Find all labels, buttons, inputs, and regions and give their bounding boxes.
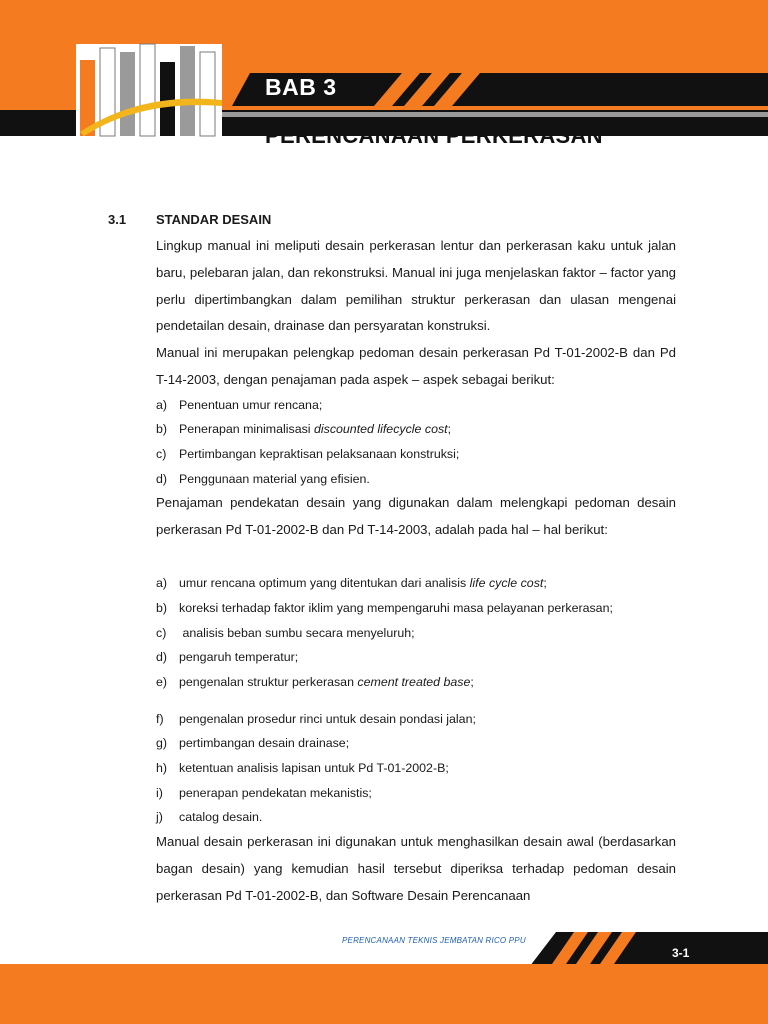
list-item-label: d): [156, 472, 168, 486]
list-item-text-main: umur rencana optimum yang ditentukan dari analisis: [179, 576, 470, 590]
list-item-text-main: pengenalan prosedur rinci untuk desain pondasi jalan;: [179, 712, 476, 726]
list-item-label: d): [156, 650, 168, 664]
list-item-text-main: catalog desain.: [179, 810, 263, 824]
list-item-text-main: Penggunaan material yang efisien.: [179, 472, 370, 486]
list-item-label: a): [156, 398, 168, 412]
list-item-text: [179, 648, 298, 666]
gray-divider: [220, 112, 768, 117]
list-item-label: a): [156, 576, 168, 590]
page-number: 3-1: [672, 946, 690, 960]
list-item-text-italic: cement treated base: [357, 675, 471, 689]
paragraph-usage: Manual desain perkerasan ini digunakan untuk menghasilkan desain awal (berdasarkan bagan desain) yang kemudian hasil tersebut diperiksa terhadap pedoman desain perkerasan Pd T-01-2002-B, dan Software Desain Perencanaan: [156, 834, 676, 903]
section-number: 3.1: [108, 212, 127, 227]
paragraph-supplement: Manual ini merupakan pelengkap pedoman desain perkerasan Pd T-01-2002-B dan Pd T-14-2003, dengan penajaman pada aspek – aspek sebagai berikut:: [156, 345, 676, 387]
list-item-text: [179, 734, 349, 752]
list-item-text: [179, 710, 476, 728]
list-item-text-italic: life cycle cost: [469, 576, 544, 590]
list-item-text-tail: ;: [470, 675, 474, 689]
list-item-label: f): [156, 712, 164, 726]
list-item-text-main: pengenalan struktur perkerasan: [179, 675, 358, 689]
list-item-text-main: pertimbangan desain drainase;: [179, 736, 350, 750]
footer-orange-band: [0, 964, 768, 1024]
list-item-label: j): [156, 810, 163, 824]
list-item-label: c): [156, 626, 167, 640]
list-item-text: [179, 808, 262, 826]
list-item-text-main: penerapan pendekatan mekanistis;: [179, 786, 372, 800]
list-item-text-main: koreksi terhadap faktor iklim yang mempengaruhi masa pelayanan perkerasan;: [179, 601, 613, 615]
list-item-label: b): [156, 601, 168, 615]
paragraph-approach: Penajaman pendekatan desain yang digunakan dalam melengkapi pedoman desain perkerasan Pd T-01-2002-B dan Pd T-14-2003, adalah pada hal – hal berikut:: [156, 495, 676, 537]
list-item-text: [179, 574, 547, 592]
list-item-label: e): [156, 675, 168, 689]
list-item-text: [179, 445, 459, 463]
chapter-title: PERENCANAAN PERKERASAN: [265, 123, 603, 148]
list-item-text: [179, 624, 415, 642]
paragraph-scope: Lingkup manual ini meliputi desain perkerasan lentur dan perkerasan kaku untuk jalan baru, pelebaran jalan, dan rekonstruksi. Manual ini juga menjelaskan faktor – factor yang perlu dipertimbangkan dalam pemilihan struktur perkerasan dan ulasan mengenai pendetailan desain, drainase dan persyaratan konstruksi.: [156, 238, 676, 334]
list-item-text-main: pengaruh temperatur;: [179, 650, 299, 664]
list-item-text-main: Penerapan minimalisasi: [179, 422, 314, 436]
list-item-text-main: analisis beban sumbu secara menyeluruh;: [179, 626, 415, 640]
list-item-text: [179, 784, 372, 802]
list-item-text-tail: ;: [447, 422, 452, 436]
list-item-text: [179, 396, 322, 414]
footer-running-title: PERENCANAAN TEKNIS JEMBATAN RICO PPU: [342, 936, 526, 945]
chapter-label: BAB 3: [265, 74, 337, 100]
list-item-text: [179, 673, 474, 691]
list-item-text: [179, 759, 449, 777]
section-title: STANDAR DESAIN: [156, 212, 272, 227]
list-item-text: [179, 420, 451, 438]
list-item-label: g): [156, 736, 168, 750]
list-item-text: [179, 470, 370, 488]
list-item-text-main: ketentuan analisis lapisan untuk Pd T-01-2002-B;: [179, 761, 449, 775]
building-columns-icon: [76, 44, 222, 136]
list-item-text-tail: ;: [543, 576, 547, 590]
list-item-label: h): [156, 761, 168, 775]
list-item-text-italic: discounted lifecycle cost: [313, 422, 448, 436]
list-item-text-main: Penentuan umur rencana;: [179, 398, 323, 412]
list-item-text: [179, 599, 613, 617]
list-item-label: b): [156, 422, 168, 436]
list-item-label: c): [156, 447, 167, 461]
list-item-label: i): [156, 786, 163, 800]
list-item-text-main: Pertimbangan kepraktisan pelaksanaan konstruksi;: [179, 447, 460, 461]
